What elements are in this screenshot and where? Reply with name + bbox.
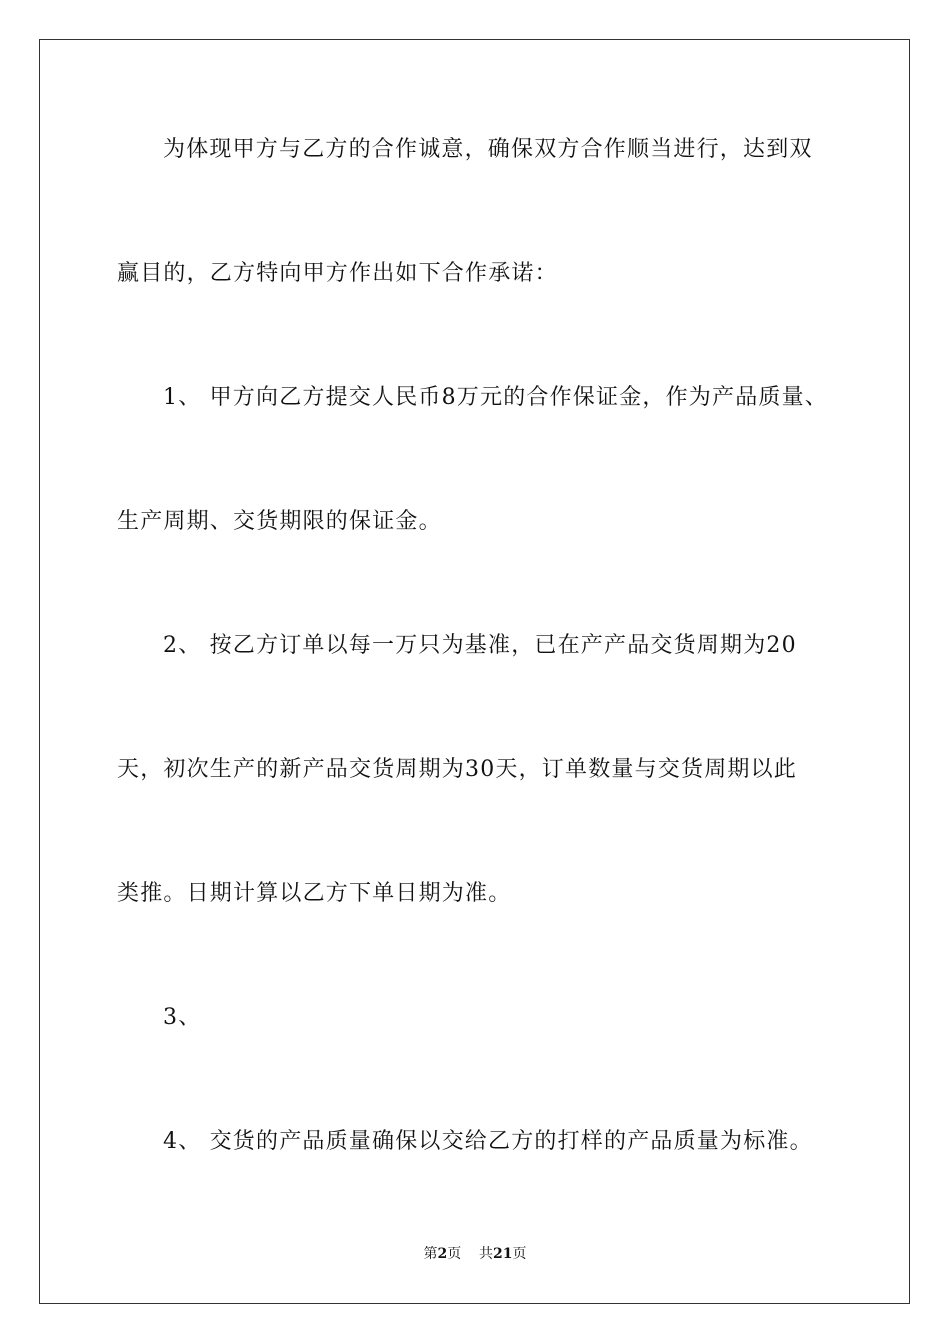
item-2-line-2: 天，初次生产的新产品交货周期为30天，订单数量与交货周期以此 <box>117 757 797 782</box>
item-1-line-2: 生产周期、交货期限的保证金。 <box>117 509 442 534</box>
paragraph-line-1: 为体现甲方与乙方的合作诚意，确保双方合作顺当进行，达到双 <box>163 137 813 162</box>
item-2-line-1: 2、 按乙方订单以每一万只为基准，已在产产品交货周期为20 <box>163 633 797 658</box>
paragraph-line-2: 赢目的，乙方特向甲方作出如下合作承诺： <box>117 261 558 286</box>
footer-page-suffix: 页 <box>447 1246 462 1262</box>
item-3-line-1: 3、 <box>163 1005 202 1030</box>
footer-page-number: 2 <box>437 1246 448 1262</box>
footer-total-prefix: 共 <box>479 1246 494 1262</box>
item-4-line-1: 4、 交货的产品质量确保以交给乙方的打样的产品质量为标准。 <box>163 1129 813 1154</box>
page-footer <box>0 1244 950 1264</box>
item-1-line-1: 1、 甲方向乙方提交人民币8万元的合作保证金，作为产品质量、 <box>163 385 828 410</box>
footer-total-suffix: 页 <box>512 1246 527 1262</box>
footer-page-prefix: 第 <box>423 1246 438 1262</box>
item-2-line-3: 类推。日期计算以乙方下单日期为准。 <box>117 881 512 906</box>
page-border <box>39 39 910 1304</box>
footer-total-pages: 21 <box>493 1246 513 1262</box>
